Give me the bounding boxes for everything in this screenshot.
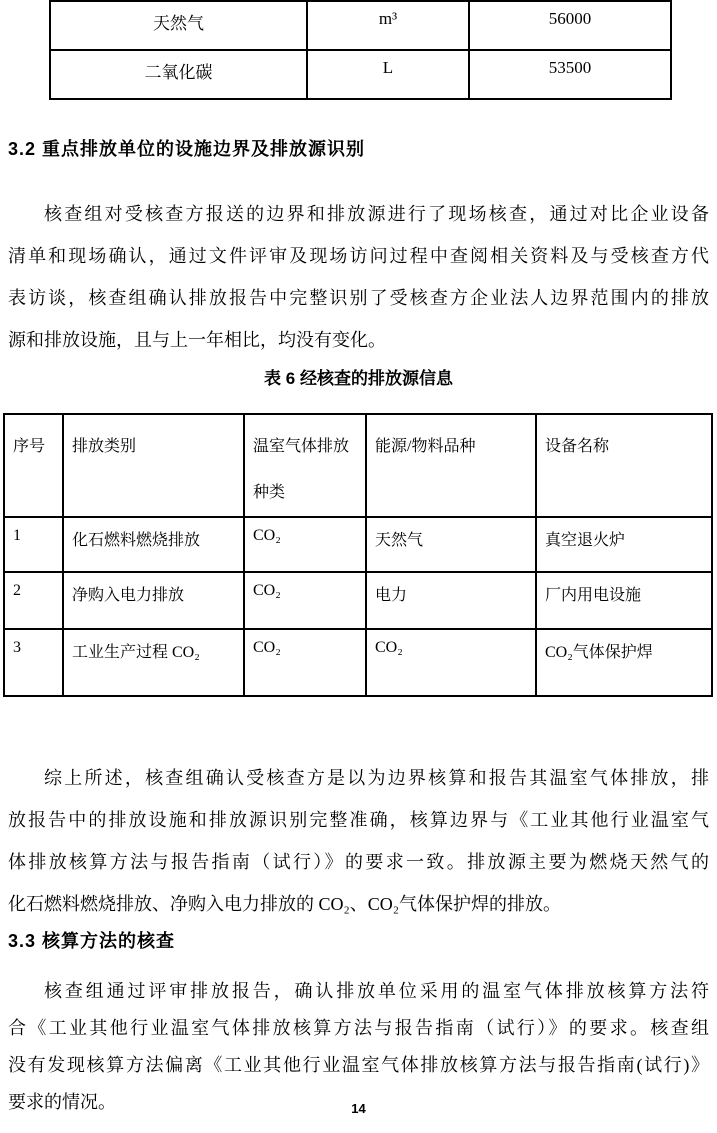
header-cell-equipment: 设备名称 bbox=[536, 414, 712, 517]
paragraph-line: 合《工业其他行业温室气体排放核算方法与报告指南（试行）》的要求。核查组 bbox=[8, 1018, 709, 1038]
ghg-type-cell: CO₂ bbox=[244, 572, 366, 629]
header-cell-energy-material: 能源/物料品种 bbox=[366, 414, 536, 517]
table-header-row bbox=[4, 414, 712, 517]
paragraph-line: 核查组对受核查方报送的边界和排放源进行了现场核查，通过对比企业设备 bbox=[44, 204, 709, 224]
equipment-cell: CO₂气体保护焊 bbox=[536, 629, 712, 696]
energy-material-cell: 天然气 bbox=[366, 517, 536, 572]
unit-cell: m³ bbox=[307, 1, 469, 50]
summary-paragraph bbox=[8, 757, 709, 925]
unit-cell: L bbox=[307, 50, 469, 99]
paragraph-line: 没有发现核算方法偏离《工业其他行业温室气体排放核算方法与报告指南(试行)》 bbox=[8, 1055, 709, 1075]
ghg-type-cell: CO₂ bbox=[244, 517, 366, 572]
paragraph-line: 表访谈，核查组确认排放报告中完整识别了受核查方企业法人边界范围内的排放 bbox=[8, 288, 709, 308]
section-3-3-heading: 3.3 核算方法的核查 bbox=[8, 931, 176, 951]
paragraph-line: 放报告中的排放设施和排放源识别完整准确，核算边界与《工业其他行业温室气 bbox=[8, 810, 709, 830]
index-cell: 2 bbox=[4, 572, 63, 629]
consumption-table bbox=[49, 0, 672, 100]
emission-source-table bbox=[3, 413, 713, 697]
table-row bbox=[50, 1, 671, 50]
table-row bbox=[50, 50, 671, 99]
paragraph-line: 源和排放设施，且与上一年相比，均没有变化。 bbox=[8, 330, 386, 350]
equipment-cell: 厂内用电设施 bbox=[536, 572, 712, 629]
category-cell: 工业生产过程 CO₂ bbox=[63, 629, 244, 696]
paragraph-line: 化石燃料燃烧排放、净购入电力排放的 CO₂、CO₂气体保护焊的排放。 bbox=[8, 894, 562, 914]
paragraph-line: 综上所述，核查组确认受核查方是以为边界核算和报告其温室气体排放，排 bbox=[44, 768, 709, 788]
equipment-cell: 真空退火炉 bbox=[536, 517, 712, 572]
value-cell: 56000 bbox=[469, 1, 671, 50]
header-cell-index: 序号 bbox=[4, 414, 63, 517]
header-cell-ghg-type: 温室气体排放种类 bbox=[244, 414, 366, 517]
index-cell: 1 bbox=[4, 517, 63, 572]
header-cell-category: 排放类别 bbox=[63, 414, 244, 517]
ghg-type-cell: CO₂ bbox=[244, 629, 366, 696]
index-cell: 3 bbox=[4, 629, 63, 696]
table-row bbox=[4, 572, 712, 629]
paragraph-line: 核查组通过评审排放报告，确认排放单位采用的温室气体排放核算方法符 bbox=[44, 981, 709, 1001]
value-cell: 53500 bbox=[469, 50, 671, 99]
paragraph-line: 清单和现场确认，通过文件评审及现场访问过程中查阅相关资料及与受核查方代 bbox=[8, 246, 709, 266]
table-row bbox=[4, 517, 712, 572]
section-3-2-paragraph bbox=[8, 193, 709, 361]
paragraph-line: 要求的情况。 bbox=[8, 1092, 116, 1112]
section-3-3-paragraph bbox=[8, 973, 709, 1121]
section-3-2-heading: 3.2 重点排放单位的设施边界及排放源识别 bbox=[8, 139, 366, 159]
category-cell: 净购入电力排放 bbox=[63, 572, 244, 629]
paragraph-line: 体排放核算方法与报告指南（试行）》的要求一致。排放源主要为燃烧天然气的 bbox=[8, 852, 709, 872]
material-name-cell: 天然气 bbox=[50, 1, 307, 50]
energy-material-cell: CO₂ bbox=[366, 629, 536, 696]
page-number: 14 bbox=[351, 1101, 366, 1116]
category-cell: 化石燃料燃烧排放 bbox=[63, 517, 244, 572]
energy-material-cell: 电力 bbox=[366, 572, 536, 629]
material-name-cell: 二氧化碳 bbox=[50, 50, 307, 99]
table6-caption: 表 6 经核查的排放源信息 bbox=[264, 369, 453, 388]
table-row bbox=[4, 629, 712, 696]
